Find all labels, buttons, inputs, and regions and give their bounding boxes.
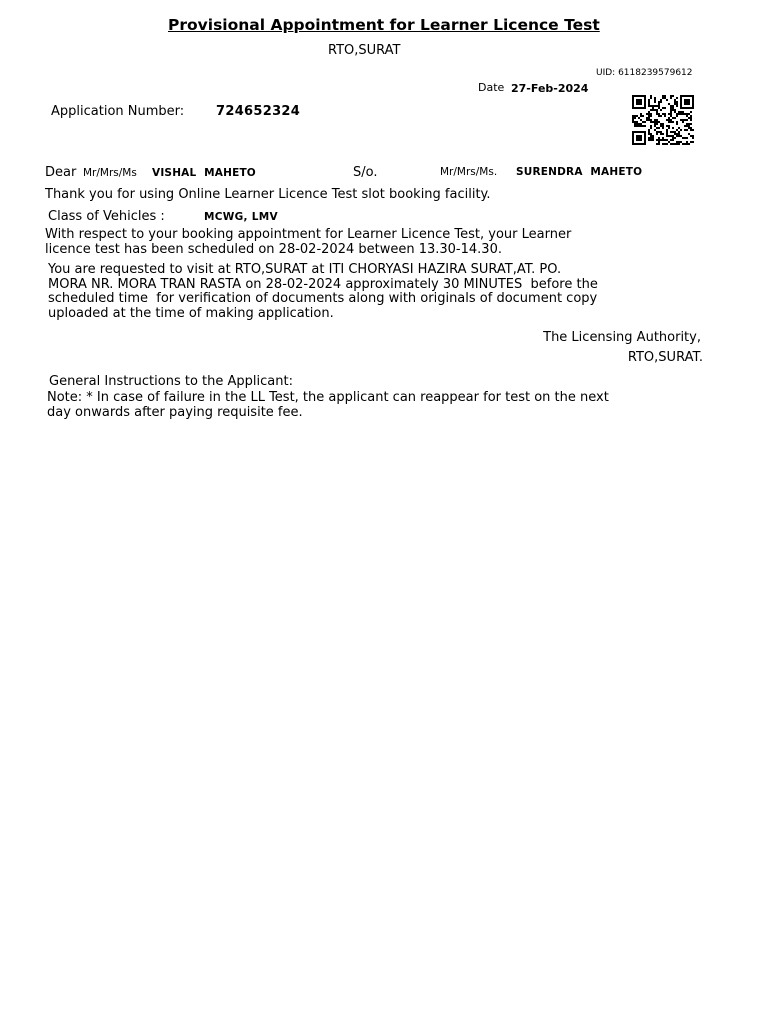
class-of-vehicles-value: MCWG, LMV xyxy=(204,211,278,223)
qr-code-icon xyxy=(632,95,694,145)
visit-line: uploaded at the time of making application. xyxy=(48,305,334,321)
visit-line: You are requested to visit at RTO,SURAT at ITI CHORYASI HAZIRA SURAT,AT. PO. xyxy=(48,262,562,277)
parent-salutation: Mr/Mrs/Ms. xyxy=(440,166,498,178)
date-label: Date xyxy=(478,81,505,94)
schedule-line: With respect to your booking appointment for Learner Licence Test, your Learner xyxy=(45,227,572,242)
instructions-heading: General Instructions to the Applicant: xyxy=(49,374,293,389)
visit-paragraph xyxy=(48,263,708,321)
uid-text: UID: 6118239579612 xyxy=(596,68,693,78)
application-number-label: Application Number: xyxy=(51,104,185,119)
signature-office: RTO,SURAT. xyxy=(627,350,703,365)
schedule-line: licence test has been scheduled on 28-02-2024 between 13.30-14.30. xyxy=(45,241,502,257)
applicant-salutation: Mr/Mrs/Ms xyxy=(83,167,137,179)
licensing-authority: The Licensing Authority, xyxy=(543,330,701,345)
thank-you-text: Thank you for using Online Learner Licence Test slot booking facility. xyxy=(45,187,491,202)
rto-office: RTO,SURAT xyxy=(328,43,401,58)
applicant-name: VISHAL MAHETO xyxy=(152,167,256,179)
class-of-vehicles-label: Class of Vehicles : xyxy=(48,209,165,224)
visit-line: MORA NR. MORA TRAN RASTA on 28-02-2024 approximately 30 MINUTES before the xyxy=(48,276,598,292)
date-value: 27-Feb-2024 xyxy=(511,82,589,95)
parent-name: SURENDRA MAHETO xyxy=(516,166,643,178)
relation-label: S/o. xyxy=(353,165,378,180)
application-number-value: 724652324 xyxy=(216,104,301,119)
instructions-note xyxy=(47,391,717,420)
schedule-paragraph xyxy=(45,228,685,257)
page-title: Provisional Appointment for Learner Licence Test xyxy=(168,16,600,34)
note-line: day onwards after paying requisite fee. xyxy=(47,404,303,420)
note-line: Note: * In case of failure in the LL Test, the applicant can reappear for test on the next xyxy=(47,390,609,405)
visit-line: scheduled time for verification of documents along with originals of document copy xyxy=(48,291,598,307)
dear-text: Dear xyxy=(45,165,77,180)
